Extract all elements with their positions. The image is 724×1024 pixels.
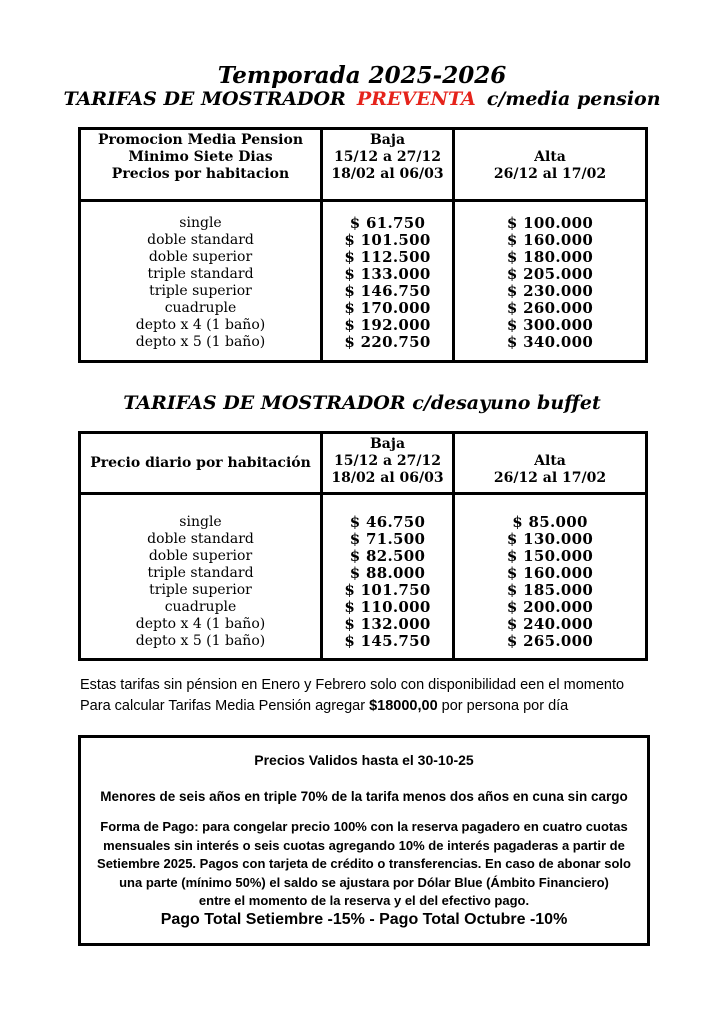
table2-header-alta-dates: 26/12 al 17/02 bbox=[493, 470, 607, 486]
note-january-february: Estas tarifas sin pénsion en Enero y Febrero solo con disponibilidad een el momento bbox=[80, 677, 625, 693]
table2-alta-price: $ 200.000 bbox=[506, 598, 594, 616]
table1-room-label: cuadruple bbox=[164, 300, 237, 316]
table2-baja-price: $ 71.500 bbox=[349, 530, 426, 548]
table2-alta-price: $ 185.000 bbox=[506, 581, 594, 599]
total-payment-discount-line: Pago Total Setiembre -15% - Pago Total Octubre -10% bbox=[160, 910, 568, 928]
table2-header-price-per-room-label: Precio diario por habitación bbox=[90, 454, 311, 471]
table2-header-baja bbox=[320, 434, 455, 492]
table1-baja-price: $ 112.500 bbox=[344, 248, 431, 266]
table2-header-baja-label: Baja bbox=[369, 436, 406, 452]
table1-alta-prices bbox=[455, 202, 645, 360]
table2-alta-price: $ 85.000 bbox=[512, 513, 588, 531]
table2-baja-price: $ 46.750 bbox=[349, 513, 426, 531]
table1-alta-price: $ 300.000 bbox=[506, 316, 594, 334]
table1-baja-price: $ 220.750 bbox=[344, 333, 431, 351]
table2-alta-price: $ 240.000 bbox=[506, 615, 594, 633]
table1-baja-price: $ 170.000 bbox=[344, 299, 431, 317]
table1-header-promo bbox=[81, 130, 320, 199]
table2-body bbox=[81, 495, 645, 658]
note-media-pension-surcharge bbox=[80, 696, 624, 717]
table1-room-labels bbox=[81, 202, 320, 360]
table2-header-price-per-room bbox=[81, 434, 320, 492]
table1-room-label: single bbox=[179, 215, 222, 231]
table2-baja-prices bbox=[320, 495, 455, 658]
table1-alta-price: $ 100.000 bbox=[506, 214, 594, 232]
table1-room-label: doble superior bbox=[148, 249, 253, 265]
table2-baja-price: $ 82.500 bbox=[349, 547, 426, 565]
table1-baja-price: $ 146.750 bbox=[344, 282, 431, 300]
table1-header-promo-line3: Precios por habitacion bbox=[111, 166, 290, 182]
table1-room-label: depto x 5 (1 baño) bbox=[135, 334, 266, 350]
table1-alta-price: $ 160.000 bbox=[506, 231, 594, 249]
table2-room-labels bbox=[81, 495, 320, 658]
table1-alta-price: $ 205.000 bbox=[506, 265, 594, 283]
table2-room-label: triple standard bbox=[147, 565, 254, 581]
conditions-box bbox=[78, 735, 650, 946]
table1-alta-price: $ 180.000 bbox=[506, 248, 594, 266]
table1-room-label: triple superior bbox=[149, 283, 252, 299]
subtitle-prefix: TARIFAS DE MOSTRADOR bbox=[63, 88, 346, 110]
table2-alta-price: $ 160.000 bbox=[506, 564, 594, 582]
table2-room-label: depto x 4 (1 baño) bbox=[135, 616, 266, 632]
table1-room-label: triple standard bbox=[147, 266, 254, 282]
table1-alta-price: $ 260.000 bbox=[506, 299, 594, 317]
table2-header-row bbox=[81, 434, 645, 495]
table2-alta-price: $ 265.000 bbox=[506, 632, 594, 650]
table2-baja-price: $ 145.750 bbox=[344, 632, 431, 650]
payment-terms-line: entre el momento de la reserva y el del efectivo pago. bbox=[198, 893, 530, 908]
table2-alta-price: $ 130.000 bbox=[506, 530, 594, 548]
section2-title: TARIFAS DE MOSTRADOR c/desayuno buffet bbox=[123, 392, 601, 414]
subtitle-suffix: c/media pension bbox=[486, 88, 661, 110]
payment-terms-line: Setiembre 2025. Pagos con tarjeta de crédito o transferencias. En caso de abonar solo bbox=[97, 856, 631, 871]
table1-baja-price: $ 192.000 bbox=[344, 316, 431, 334]
table1-baja-price: $ 61.750 bbox=[349, 214, 426, 232]
table1-header-row bbox=[81, 130, 645, 202]
table2-baja-price: $ 132.000 bbox=[344, 615, 431, 633]
note-surcharge-prefix: Para calcular Tarifas Media Pensión agregar bbox=[80, 698, 370, 714]
table1-header-promo-line1: Promocion Media Pension bbox=[97, 132, 304, 148]
table1-header-alta-label: Alta bbox=[534, 149, 566, 165]
table2-header-baja-dates1: 15/12 a 27/12 bbox=[334, 453, 441, 469]
table1-room-label: doble standard bbox=[147, 232, 254, 248]
table2-baja-price: $ 88.000 bbox=[349, 564, 426, 582]
table2-header-alta bbox=[455, 434, 645, 492]
table1-header-alta-dates: 26/12 al 17/02 bbox=[493, 166, 607, 182]
page-title: Temporada 2025-2026 bbox=[217, 62, 507, 89]
price-validity-line: Precios Validos hasta el 30-10-25 bbox=[254, 752, 474, 768]
payment-terms-paragraph bbox=[81, 818, 647, 911]
payment-terms-line: mensuales sin interés o seis cuotas agregando 10% de interés pagaderas a partir de bbox=[103, 837, 625, 853]
desayuno-buffet-table bbox=[78, 431, 648, 661]
page-subtitle bbox=[0, 88, 724, 110]
tariff-notes bbox=[80, 675, 624, 717]
table2-room-label: doble standard bbox=[147, 531, 254, 547]
payment-terms-line: una parte (mínimo 50%) el saldo se ajustara por Dólar Blue (Ámbito Financiero) bbox=[119, 874, 609, 890]
table2-alta-price: $ 150.000 bbox=[506, 547, 594, 565]
subtitle-highlight-preventa: PREVENTA bbox=[356, 88, 476, 110]
table1-header-baja-dates2: 18/02 al 06/03 bbox=[331, 166, 444, 182]
table1-alta-price: $ 340.000 bbox=[506, 333, 594, 351]
table1-baja-prices bbox=[320, 202, 455, 360]
table1-body bbox=[81, 202, 645, 360]
table1-header-baja-label: Baja bbox=[369, 132, 406, 148]
table2-room-label: cuadruple bbox=[164, 599, 237, 615]
note-surcharge-suffix: por persona por día bbox=[437, 698, 569, 714]
table2-room-label: doble superior bbox=[148, 548, 253, 564]
children-policy-line: Menores de seis años en triple 70% de la tarifa menos dos años en cuna sin cargo bbox=[100, 789, 628, 804]
payment-terms-line: Forma de Pago: para congelar precio 100% con la reserva pagadero en cuatro cuotas bbox=[100, 819, 628, 834]
table1-baja-price: $ 101.500 bbox=[344, 231, 431, 249]
table2-room-label: depto x 5 (1 baño) bbox=[135, 633, 266, 649]
note-surcharge-amount: $18000,00 bbox=[369, 698, 438, 714]
table1-header-baja bbox=[320, 130, 455, 199]
table1-room-label: depto x 4 (1 baño) bbox=[135, 317, 266, 333]
table2-room-label: single bbox=[179, 514, 222, 530]
table2-baja-price: $ 110.000 bbox=[344, 598, 431, 616]
table2-header-alta-label: Alta bbox=[534, 453, 566, 469]
table1-header-alta bbox=[455, 130, 645, 199]
table1-header-promo-line2: Minimo Siete Dias bbox=[128, 149, 273, 165]
table1-baja-price: $ 133.000 bbox=[344, 265, 431, 283]
table2-room-label: triple superior bbox=[149, 582, 252, 598]
preventa-media-pension-table bbox=[78, 127, 648, 363]
table2-baja-price: $ 101.750 bbox=[344, 581, 431, 599]
table1-header-baja-dates1: 15/12 a 27/12 bbox=[334, 149, 441, 165]
table1-alta-price: $ 230.000 bbox=[506, 282, 594, 300]
table2-header-baja-dates2: 18/02 al 06/03 bbox=[331, 470, 444, 486]
table2-alta-prices bbox=[455, 495, 645, 658]
